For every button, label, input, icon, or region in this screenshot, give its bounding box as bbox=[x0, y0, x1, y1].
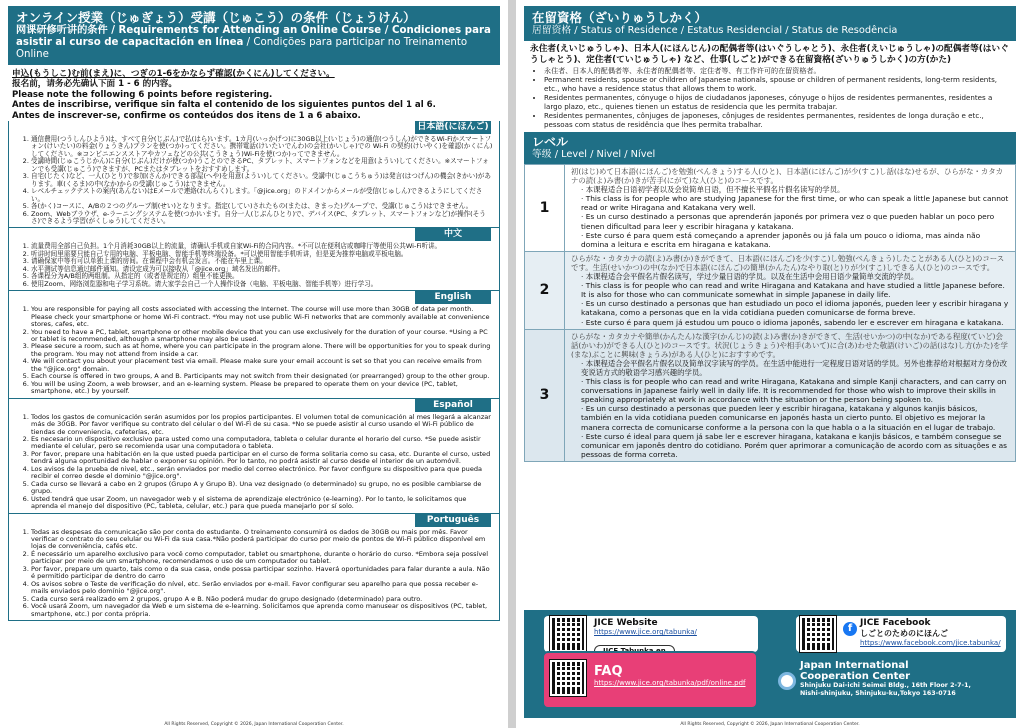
list-item: 1. Todos los gastos de comunicación serán asumidos por los propios participantes. El volumen total de comunicación al mes llegará a alcanzar más de 30GB. Por favor verifique su contrato del celular o del Wi-Fi de su casa. *No se puede asistir al curso usando el Wi-Fi público de tiendas de conveniencia, cafeterías, etc. bbox=[31, 414, 493, 436]
residence-subtitle: 居留资格 / Status of Residence / Estatus Residencial / Status de Resodência bbox=[532, 25, 898, 36]
website-title: JICE Website bbox=[594, 618, 658, 628]
request-note: 申込(もうしこ)む前(まえ)に、つぎの1-6をかならず確認(かくにん)してください。 报名前，请务必先确认下面 1 - 6 的内容。 Please note the following 6 points before registering. Antes de inscribirse, verifique sin falta el contenido de los siguientes puntos del 1 al 6. Antes de inscrever-se, confirme os conteúdos dos itens de 1 a 6 abaixo. bbox=[12, 69, 436, 121]
level-subtitle: 等级 / Level / Nivel / Nível bbox=[532, 149, 656, 160]
list-item: 3. 自宅(じたく)など、一人(ひとり)で参加(さんか)できる部屋(へや)を用意(ようい)してください。受講中(じゅこうちゅう)は発言(はつげん)の機会(きかい)があります。車(くるま)の中(なか)からの受講(じゅこう)はできません。 bbox=[31, 173, 493, 188]
level-header bbox=[524, 132, 1016, 164]
level-number: 1 bbox=[525, 165, 565, 251]
list-item: · Este curso é para quem já estudou um pouco o idioma japonês, sabendo ler e escrever em hiragana e katakana. bbox=[581, 318, 1009, 327]
faq-title: FAQ bbox=[594, 664, 623, 679]
facebook-icon: f bbox=[843, 622, 857, 636]
list-item: 2. É necessário um aparelho exclusivo para você como computador, tablet ou smartphone, durante o horário do curso. *Embora seja possível participar por meio de um smartphone, recomendamos o uso de um computador ou tablet. bbox=[31, 551, 493, 566]
level-description bbox=[565, 252, 1015, 329]
list-item: • 永住者、日本人的配偶者等、永住者的配偶者等、定住者等、有工作许可的在留资格者。 bbox=[544, 66, 1010, 75]
page-divider bbox=[508, 0, 516, 728]
facebook-link[interactable]: https://www.facebook.com/jice.tabunka/ bbox=[860, 639, 1001, 647]
list-item: 6. Você usará Zoom, um navegador da Web e um sistema de e-learning. Solicitamos que aprenda como manusear os dispositivos (PC, tablet, smartphone, etc.) por conta própria. bbox=[31, 603, 493, 618]
residence-lead: 永住者(えいじゅうしゃ)、日本人(にほんじん)の配偶者等(はいぐうしゃとう)、永住者(えいじゅうしゃ)の配偶者等(はいぐうしゃとう)、定住者(ていじゅうしゃ) など、仕事(しごと)ができる在留資格(ざいりゅうしかく)の方(かた) bbox=[530, 44, 1009, 65]
list-item: · 本课程适合会平假名片假名读写，学过少量日语的学员。以及在生活中会用日语少量简单交流的学员。 bbox=[581, 272, 1009, 281]
level-table bbox=[524, 164, 1016, 462]
level-title: レベル bbox=[532, 135, 569, 149]
residence-header bbox=[524, 6, 1016, 41]
list-item: 4. レベルチェックテストの案内(あんない)はEメールで連絡(れんらく)します。「@jice.org」のドメインからメールが受信(じゅしん)できるようにしてください。 bbox=[31, 188, 493, 203]
list-item: 4. Os avisos sobre o Teste de verificação do nível, etc. Serão enviados por e-mail. Favor configurar seu aparelho para que possa receber e-mails enviados pelo domínio "@jice.org". bbox=[31, 581, 493, 596]
conditions-list bbox=[9, 241, 499, 290]
conditions-list bbox=[9, 304, 499, 397]
faq-info bbox=[594, 664, 764, 704]
page-subtitle: 网课研修听讲的条件 / Requirements for Attending an Online Course / Condiciones para asistir al curso de capacitación en línea / Condições para participar no Treinamento Online bbox=[16, 25, 491, 60]
conditions-list bbox=[9, 527, 499, 620]
list-item: · Este curso é ideal para quem já sabe ler e escrever hiragana, katakana e kanjis básicos, e também consegue se comunicar em japonês dentro do cotidiano. Porém quer aprimorar a comunicação de acordo com as situações e as pessoas de forma correta. bbox=[581, 432, 1009, 459]
list-item: 3. 请确保家中等有可以单独上课的房间。在课程中会有机会发言。不能在车里上课。 bbox=[31, 258, 493, 265]
language-tag: Português bbox=[415, 514, 491, 527]
list-item: · Es un curso destinado a personas que pueden leer y escribir hiragana, katakana y algunos kanjis básicos, también en la vida cotidiana pueden comunicarse en japonés hasta un cierto punto. El objetivo es mejorar la manera correcta de comunicarse conforme a la persona con la que habla o a la situación en el lugar de trabajo. bbox=[581, 404, 1009, 431]
list-item: • Permanent residents, spouse or children of Japanese nationals, spouse or children of permanent residents, long-term residents, etc., who have a residence status that allows them to work. bbox=[544, 75, 1010, 93]
list-item: 5. 各(かく)コースに、A/Bの２つのグループ制(せい)となります。指定(してい)されたもの(または、きまった)グループで、受講(じゅこう)はできません。 bbox=[31, 203, 493, 210]
list-item: 1. You are responsible for paying all costs associated with accessing the Internet. The course will use more than 30GB of data per month. Please check your smartphone or home Wi-Fi contract. *You may not use public Wi-Fi networks that are commonly available at convenience stores, cafes, etc. bbox=[31, 306, 493, 328]
list-item: 2. You need to have a PC, tablet, smartphone or other mobile device that you can use exclusively for the duration of your course. *Using a PC or tablet is recommended, although a smartphone may also be used. bbox=[31, 329, 493, 344]
left-page bbox=[0, 0, 508, 728]
course-conditions-header bbox=[8, 6, 500, 65]
list-item: 2. Es necesario un dispositivo exclusivo para usted como una computadora, tableta o celular durante el horario del curso. *Se puede asistir mediante el celular, pero se recomienda usar una computadora o tableta. bbox=[31, 436, 493, 451]
list-item: 5. Cada curso será realizado em 2 grupos, grupo A e B. Não poderá mudar do grupo designado (determinado) para outro. bbox=[31, 596, 493, 603]
conditions-list bbox=[9, 134, 499, 227]
website-qr-code[interactable] bbox=[550, 616, 586, 652]
list-item: 6. Usted tendrá que usar Zoom, un navegador web y el sistema de aprendizaje electrónico (e-learning). Por lo tanto, le solicitamos que aprenda el manejo del dispositivo (PC, tableta, celular, etc.) para que pueda manejarlo por sí solo. bbox=[31, 496, 493, 511]
list-item: • Residentes permanentes, cónyuge o hijos de ciudadanos japoneses, cónyuge o hijos de residentes permanentes, residentes a largo plazo, etc., quienes tienen un estatus de residencia que les permita trabajar. bbox=[544, 93, 1010, 111]
level-row bbox=[524, 165, 1016, 252]
list-item: 3. Por favor, prepare um quarto, tais como o da sua casa, onde possa participar sozinho. Haverá oportunidades para falar durante a aula. Não é permitido participar de dentro do carro bbox=[31, 566, 493, 581]
conditions-section bbox=[8, 514, 500, 621]
organization-info: Japan International Cooperation Center Shinjuku Dai-ichi Seimei Bldg., 16th Floor 2-7-1, Nishi-shinjuku, Shinjuku-ku,Tokyo 163-0716 bbox=[800, 660, 971, 697]
list-item: · This class is for people who are studying Japanese for the first time, or who can speak a little Japanese but cannot read or write Hiragana and Katakana very well. bbox=[581, 194, 1009, 212]
footer-copyright: All Rights Reserved, Copyright © 2026, Japan International Cooperation Center. bbox=[680, 722, 860, 727]
language-tag: English bbox=[415, 291, 491, 304]
list-item: 3. Por favor, prepare una habitación en la que usted pueda participar en el curso de forma solitaria como su casa, etc. Durante el curso, usted tendrá alguna oportunidad de hablar o exponer su opinión. Por lo tanto, no podrá asistir al curso desde el interior de un automóvil. bbox=[31, 451, 493, 466]
list-item: 4. 水平测试等信息通过邮件通知。请设定成为可以接收从「@jice.org」域名发出的邮件。 bbox=[31, 266, 493, 273]
list-item: 5. 各课程分为A/B组的两组制。从指定的（或者是规定的）组里不能更换。 bbox=[31, 273, 493, 280]
list-item: · 本课程适合日语初学者以及会说简单日语，但不擅长平假名片假名读写的学员。 bbox=[581, 185, 1009, 194]
level-items bbox=[571, 185, 1009, 249]
list-item: 6. Zoom、Webブラウザ、e-ラーニングシステムを使(つか)います。自分一人(じぶんひとり)で、デバイス(PC、タブレット、スマートフォンなど)が操作(そうさ)できるよう学習(がくしゅう)してください。 bbox=[31, 211, 493, 226]
list-item: · This class is for people who can read and write Hiragana and Katakana and have studied a little Japanese before. It is also for those who can communicate somewhat in simple Japanese in daily life. bbox=[581, 281, 1009, 299]
list-item: 4. We will contact you about your placement test via email. Please make sure your email account is set so that you can receive emails from the "@jice.org" domain. bbox=[31, 358, 493, 373]
list-item: · Es un curso destinado a personas que han estudiado un poco el idioma japonés, pueden leer y escribir hiragana y katakana, como a personas que en la vida cotidiana pueden comunicarse de forma breve. bbox=[581, 299, 1009, 317]
right-page bbox=[516, 0, 1024, 728]
level-section bbox=[524, 132, 1016, 462]
language-tag: 中文 bbox=[415, 228, 491, 241]
faq-link[interactable]: https://www.jice.org/tabunka/pdf/online.pdf bbox=[594, 679, 746, 687]
jice-logo bbox=[778, 672, 796, 690]
facebook-subtitle: しごとのためのにほんご bbox=[860, 629, 948, 638]
level-description bbox=[565, 165, 1015, 251]
level-jp-text: 初(はじ)めて日本語(にほんご)を勉強(べんきょう)する人(ひと)、日本語(にほんご)が少(すこ)し話(はな)せるが、ひらがな・カタカナの読(よ)み書(か)きが苦手(にがて)な人(ひと)のコースです。 bbox=[571, 167, 1004, 186]
footer-copyright: All Rights Reserved, Copyright © 2026, Japan International Cooperation Center. bbox=[164, 722, 344, 727]
list-item: • Residentes permanentes, cônjuges de japoneses, cônjuges de residentes permanentes, residentes de longa duração e etc., pessoas com status de residência que lhes permita trabalhar. bbox=[544, 111, 1010, 129]
conditions-section bbox=[8, 228, 500, 291]
level-jp-text: ひらがな・カタカナや簡単(かんたん)な漢字(かんじ)の読(よ)み書(か)きができて、生活(せいかつ)の中(なか)である程度(ていど)会話(かいわ)ができる人(ひと)のコースです。状況(じょうきょう)や相手(あいて)に合(あ)わせた敬語(けいご)の話(はな)し方(かた)を学(まな)ぶことに興味(きょうみ)がある人(ひと)におすすめです。 bbox=[571, 331, 1008, 359]
facebook-qr-code[interactable] bbox=[800, 616, 836, 652]
list-item: · Es un curso destinado a personas que aprenderán japonés por primera vez o que pueden hablar un poco pero tienen dificultad para leer y escribir hiragana y katakana. bbox=[581, 212, 1009, 230]
residence-body bbox=[524, 41, 1016, 132]
conditions-list bbox=[9, 412, 499, 513]
list-item: 6. 使用Zoom、网络浏览器和电子学习系统。请大家学会自己一个人操作设备（电脑、平板电脑、智能手机等）进行学习。 bbox=[31, 281, 493, 288]
level-number: 3 bbox=[525, 330, 565, 461]
level-items bbox=[571, 272, 1009, 327]
list-item: 3. Please secure a room, such as at home, where you can participate in the program alone. There will be opportunities for you to speak during the program. You may not attend from inside a car. bbox=[31, 343, 493, 358]
list-item: · 本课程适合会平假名片假名以及简单汉字读写的学员。在生活中能进行一定程度日语对话的学员。另外也推荐给对根据对方身份改变说话方式的敬语学习感兴趣的学员。 bbox=[581, 359, 1009, 377]
language-tag: 日本語(にほんご) bbox=[415, 121, 491, 134]
level-items bbox=[571, 359, 1009, 459]
list-item: · Este curso é para quem está começando a aprender japonês ou já fala um pouco o idioma, mas ainda não domina a leitura e escrita em hiragana e katakana. bbox=[581, 231, 1009, 249]
residence-list bbox=[530, 66, 1010, 129]
list-item: 5. Cada curso se llevará a cabo en 2 grupos (Grupo A y Grupo B). Una vez designado (o determinado) su grupo, no es posible cambiarse de grupo. bbox=[31, 481, 493, 496]
residence-title: 在留資格（ざいりゅうしかく） bbox=[532, 10, 708, 25]
list-item: 1. 通信費用(つうしんひよう)は、すべて自分(じぶん)で払(はら)います。1カ月(いっかげつ)に30GB以上(いじょう)の通信(つうしん)ができるWi-Fiかスマートフォン(けいたい)の料金(りょうきん)プランを使(つか)ってください。携帯電話(けいたいでんわ)の会社(かいしゃ)での Wi-Fi の契約(けいやく)を確認(かくにん)してください。※コンビニエンスストアやカフェなどの公共(こうきょう)Wi-Fiを使(つか)ってできません。 bbox=[31, 136, 493, 158]
page-title: オンライン授業（じゅぎょう）受講（じゅこう）の条件（じょうけん） bbox=[16, 10, 416, 25]
list-item: 6. You will be using Zoom, a web browser, and an e-learning system. Please be prepared to operate them on your device (PC, tablet, smartphone, etc.) by yourself. bbox=[31, 381, 493, 396]
level-description bbox=[565, 330, 1015, 461]
list-item: 5. Each course is offered in two groups, A and B. Participants may not switch from their designated (or prearranged) group to the other group. bbox=[31, 373, 493, 380]
language-tag: Español bbox=[415, 399, 491, 412]
level-number: 2 bbox=[525, 252, 565, 329]
level-row bbox=[524, 252, 1016, 330]
facebook-info bbox=[860, 618, 1001, 647]
list-item: 2. 受講時間(じゅこうじかん)に自分(じぶん)だけが使(つか)うことのできるPC、タブレット、スマートフォンなどを用意(ようい)してください。※スマートフォンでも受講(じゅこう)できますが、PCまたはタブレットをおすすめします。 bbox=[31, 158, 493, 173]
level-jp-text: ひらがな・カタカナの読(よ)み書(か)きができて、日本語(にほんご)を少(すこ)し勉強(べんきょう)したことがある人(ひと)のコースです。生活(せいかつ)の中(なか)で日本語(にほんご)の簡単(かんたん)なやり取(と)りが少(すこ)しできる人(ひと)のコースです。 bbox=[571, 253, 1005, 272]
list-item: 1. 流量费用全部自己负担。1个月消耗30GB以上的流量，请确认手机或自家Wi-Fi的合同内容。*不可以在便利店或咖啡厅等使用公共Wi-Fi听讲。 bbox=[31, 243, 493, 250]
conditions-section bbox=[8, 291, 500, 398]
list-item: 2. 听讲时间里需要只能自己专用的电脑、平板电脑、智能手机等终端设备。*可以使用智能手机听讲，但是更为推荐电脑或平板电脑。 bbox=[31, 251, 493, 258]
list-item: · This class is for people who can read and write Hiragana, Katakana and simple Kanji characters, and can carry on conversations in Japanese fairly well in daily life. It is recommended for those who wish to improve their skills in speaking appropriately at work in accordance with the situation or the person being spoken to. bbox=[581, 377, 1009, 404]
conditions-section bbox=[8, 121, 500, 228]
level-row bbox=[524, 330, 1016, 462]
conditions-section bbox=[8, 399, 500, 514]
facebook-title: JICE Facebook bbox=[860, 618, 931, 628]
list-item: 1. Todas as despesas da comunicação são por conta do estudante. O treinamento consumirá os dados de 30GB ou mais por mês. Favor verificar o contrato do seu celular ou Wi-Fi da sua casa.*Não poderá participar do curso por meio de pontos de Wi-Fi público disponível em lojas de conveniência, cafés etc. bbox=[31, 529, 493, 551]
list-item: 4. Los avisos de la prueba de nivel, etc., serán enviados por medio del correo electrónico. Por favor configure su dispositivo para que pueda recibir el correo desde el dominio "@jice.org". bbox=[31, 466, 493, 481]
website-link[interactable]: https://www.jice.org/tabunka/ bbox=[594, 628, 697, 636]
faq-qr-code[interactable] bbox=[550, 660, 586, 696]
